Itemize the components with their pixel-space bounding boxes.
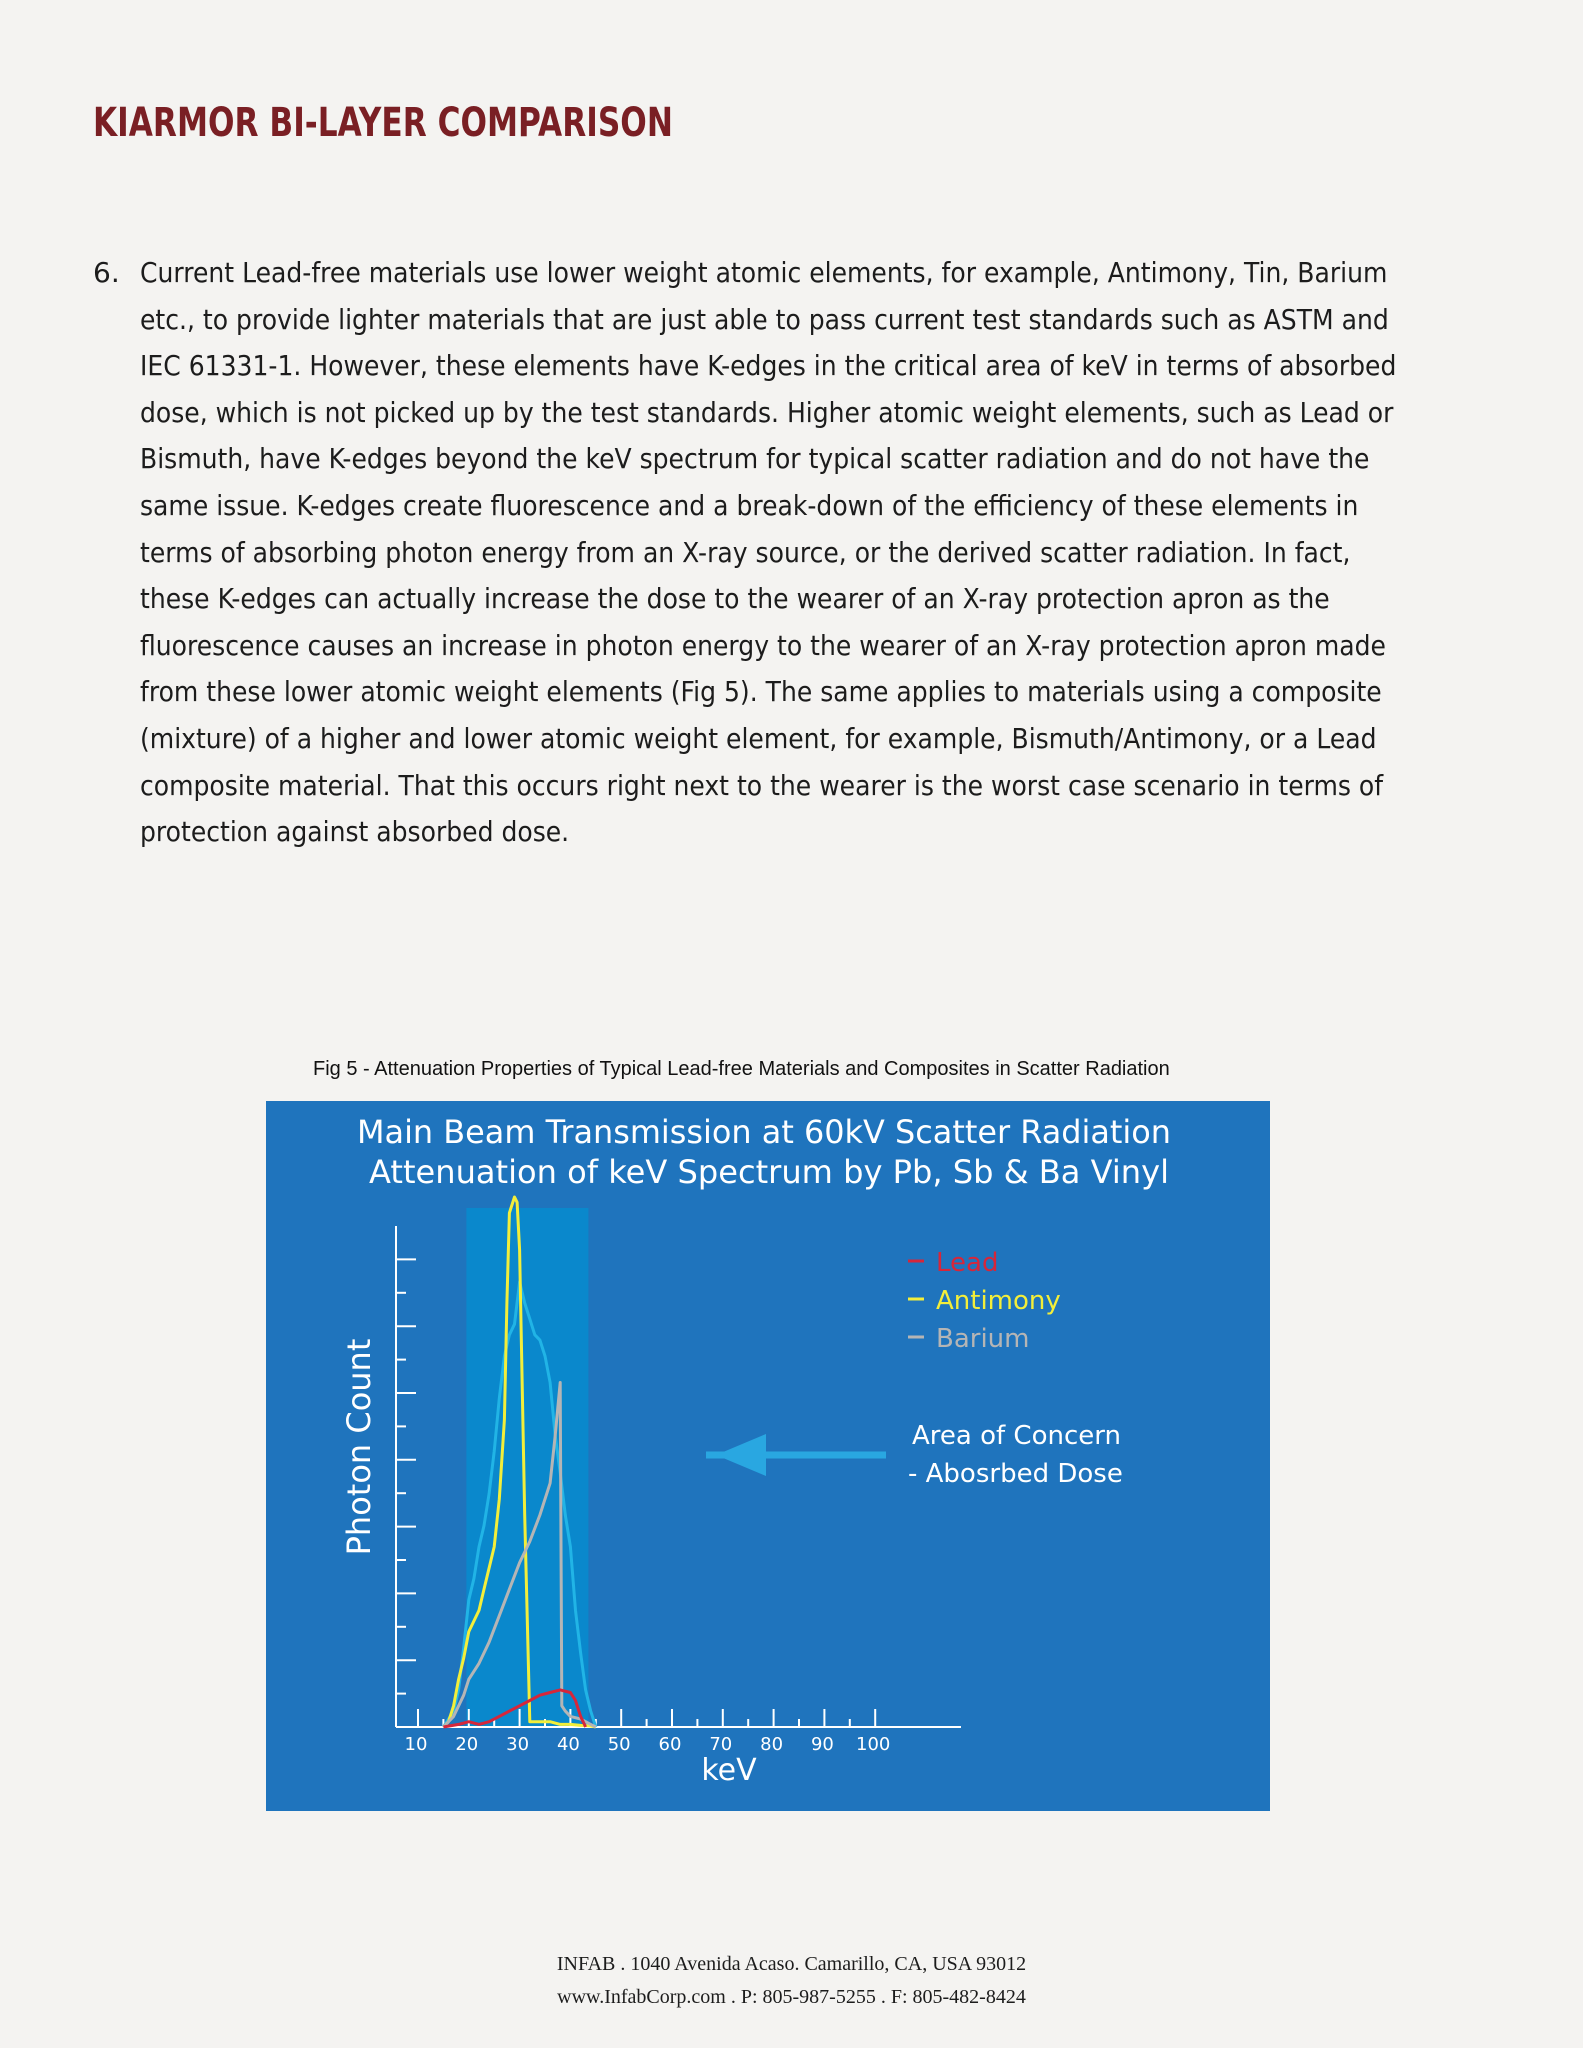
x-tick-label: 70 — [709, 1734, 733, 1755]
legend-label-antimony: Antimony — [936, 1286, 1061, 1316]
annotation-line-2: - Abosrbed Dose — [908, 1459, 1123, 1489]
chart-title-line-1: Main Beam Transmission at 60kV Scatter Radiation — [357, 1113, 1171, 1151]
paragraph-line: composite material. That this occurs right next to the wearer is the worst case scenario in terms of — [140, 768, 1384, 802]
x-tick-label: 20 — [455, 1734, 479, 1755]
chart-container — [266, 1101, 1270, 1811]
paragraph-line: these K-edges can actually increase the dose to the wearer of an X-ray protection apron as the — [140, 582, 1330, 616]
chart-svg — [266, 1101, 1270, 1811]
paragraph-line: fluorescence causes an increase in photon energy to the wearer of an X-ray protection apron made — [140, 628, 1386, 662]
figure-caption: Fig 5 - Attenuation Properties of Typical Lead-free Materials and Composites in Scatter Radiation — [313, 1058, 1170, 1080]
footer-contact: www.InfabCorp.com . P: 805-987-5255 . F: 805-482-8424 — [557, 1986, 1026, 2008]
x-axis-label: keV — [701, 1753, 757, 1788]
legend — [908, 1248, 1061, 1354]
x-tick-label: 60 — [658, 1734, 682, 1755]
paragraph-line: terms of absorbing photon energy from an X-ray source, or the derived scatter radiation. In fact, — [140, 535, 1351, 569]
paragraph-line: etc., to provide lighter materials that are just able to pass current test standards such as ASTM and — [140, 302, 1389, 336]
chart-title-line-2: Attenuation of keV Spectrum by Pb, Sb & Ba Vinyl — [369, 1153, 1169, 1191]
paragraph-line: Current Lead-free materials use lower weight atomic elements, for example, Antimony, Tin, Barium — [140, 256, 1388, 289]
x-tick-label: 100 — [856, 1734, 891, 1755]
x-tick-labels — [405, 1734, 891, 1755]
y-axis-label: Photon Count — [340, 1338, 378, 1556]
numbered-paragraph — [93, 250, 1493, 856]
paragraph-line: (mixture) of a higher and lower atomic weight element, for example, Bismuth/Antimony, or a Lead — [140, 721, 1377, 755]
annotation-arrow — [706, 1434, 886, 1476]
x-tick-label: 40 — [556, 1734, 580, 1755]
paragraph-line: same issue. K-edges create fluorescence and a break-down of the efficiency of these elements in — [140, 488, 1359, 522]
paragraph-line: Bismuth, have K-edges beyond the keV spectrum for typical scatter radiation and do not have the — [140, 442, 1370, 476]
x-tick-label: 50 — [607, 1734, 631, 1755]
x-tick-label: 90 — [810, 1734, 834, 1755]
x-tick-label: 10 — [404, 1734, 428, 1755]
arrow-head — [716, 1434, 766, 1476]
x-tick-label: 30 — [506, 1734, 530, 1755]
paragraph-line: protection against absorbed dose. — [140, 815, 570, 849]
page-title: KIARMOR BI-LAYER COMPARISON — [93, 100, 673, 146]
legend-label-lead: Lead — [936, 1248, 999, 1278]
paragraph-line: IEC 61331-1. However, these elements have K-edges in the critical area of keV in terms of absorbed — [140, 349, 1397, 383]
annotation-line-1: Area of Concern — [912, 1421, 1121, 1451]
paragraph-number: 6. — [93, 256, 120, 289]
x-tick-label: 80 — [760, 1734, 784, 1755]
paragraph-line: from these lower atomic weight elements (Fig 5). The same applies to materials using a composite — [140, 675, 1382, 709]
footer-address: INFAB . 1040 Avenida Acaso. Camarillo, CA, USA 93012 — [556, 1953, 1027, 1975]
legend-label-barium: Barium — [936, 1324, 1030, 1354]
paragraph-line: dose, which is not picked up by the test standards. Higher atomic weight elements, such as Lead or — [140, 395, 1394, 429]
